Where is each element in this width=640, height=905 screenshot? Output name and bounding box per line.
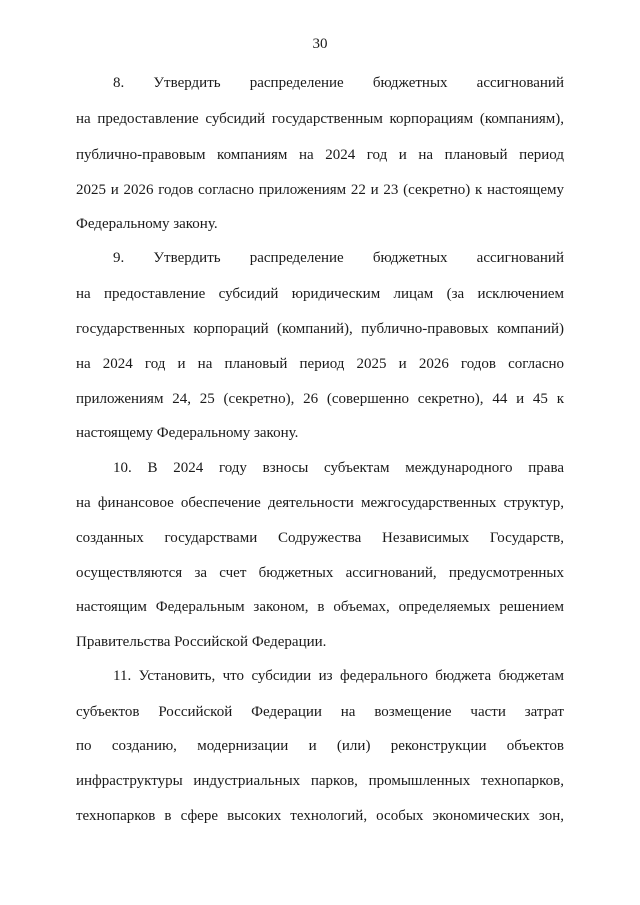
paragraph-line: на предоставление субсидий юридическим лицам (за исключением bbox=[76, 286, 564, 302]
paragraph-line: Федеральному закону. bbox=[76, 216, 218, 232]
paragraph-line: на финансовое обеспечение деятельности межгосударственных структур, bbox=[76, 495, 564, 511]
paragraph-line: осуществляются за счет бюджетных ассигнований, предусмотренных bbox=[76, 565, 564, 581]
paragraph-line: приложениям 24, 25 (секретно), 26 (совершенно секретно), 44 и 45 к bbox=[76, 391, 564, 407]
paragraph-line: Правительства Российской Федерации. bbox=[76, 634, 327, 650]
paragraph-line: по созданию, модернизации и (или) реконструкции объектов bbox=[76, 738, 564, 754]
paragraph-line: государственных корпораций (компаний), публично-правовых компаний) bbox=[76, 321, 564, 337]
paragraph-line: на предоставление субсидий государственным корпорациям (компаниям), bbox=[76, 111, 564, 127]
paragraph-line: 9. Утвердить распределение бюджетных ассигнований bbox=[113, 250, 564, 266]
paragraph-line: созданных государствами Содружества Независимых Государств, bbox=[76, 530, 564, 546]
paragraph-line: инфраструктуры индустриальных парков, промышленных технопарков, bbox=[76, 773, 564, 789]
paragraph-line: технопарков в сфере высоких технологий, особых экономических зон, bbox=[76, 808, 564, 824]
paragraph-line: 10. В 2024 году взносы субъектам международного права bbox=[113, 460, 564, 476]
paragraph-line: 11. Установить, что субсидии из федерального бюджета бюджетам bbox=[113, 668, 564, 684]
paragraph-line: настоящим Федеральным законом, в объемах, определяемых решением bbox=[76, 599, 564, 615]
paragraph-line: публично-правовым компаниям на 2024 год и на плановый период bbox=[76, 147, 564, 163]
page-number: 30 bbox=[312, 36, 328, 52]
paragraph-line: настоящему Федеральному закону. bbox=[76, 425, 299, 441]
paragraph-line: на 2024 год и на плановый период 2025 и 2026 годов согласно bbox=[76, 356, 564, 372]
paragraph-line: субъектов Российской Федерации на возмещение части затрат bbox=[76, 704, 564, 720]
paragraph-line: 2025 и 2026 годов согласно приложениям 22 и 23 (секретно) к настоящему bbox=[76, 182, 564, 198]
paragraph-line: 8. Утвердить распределение бюджетных ассигнований bbox=[113, 75, 564, 91]
